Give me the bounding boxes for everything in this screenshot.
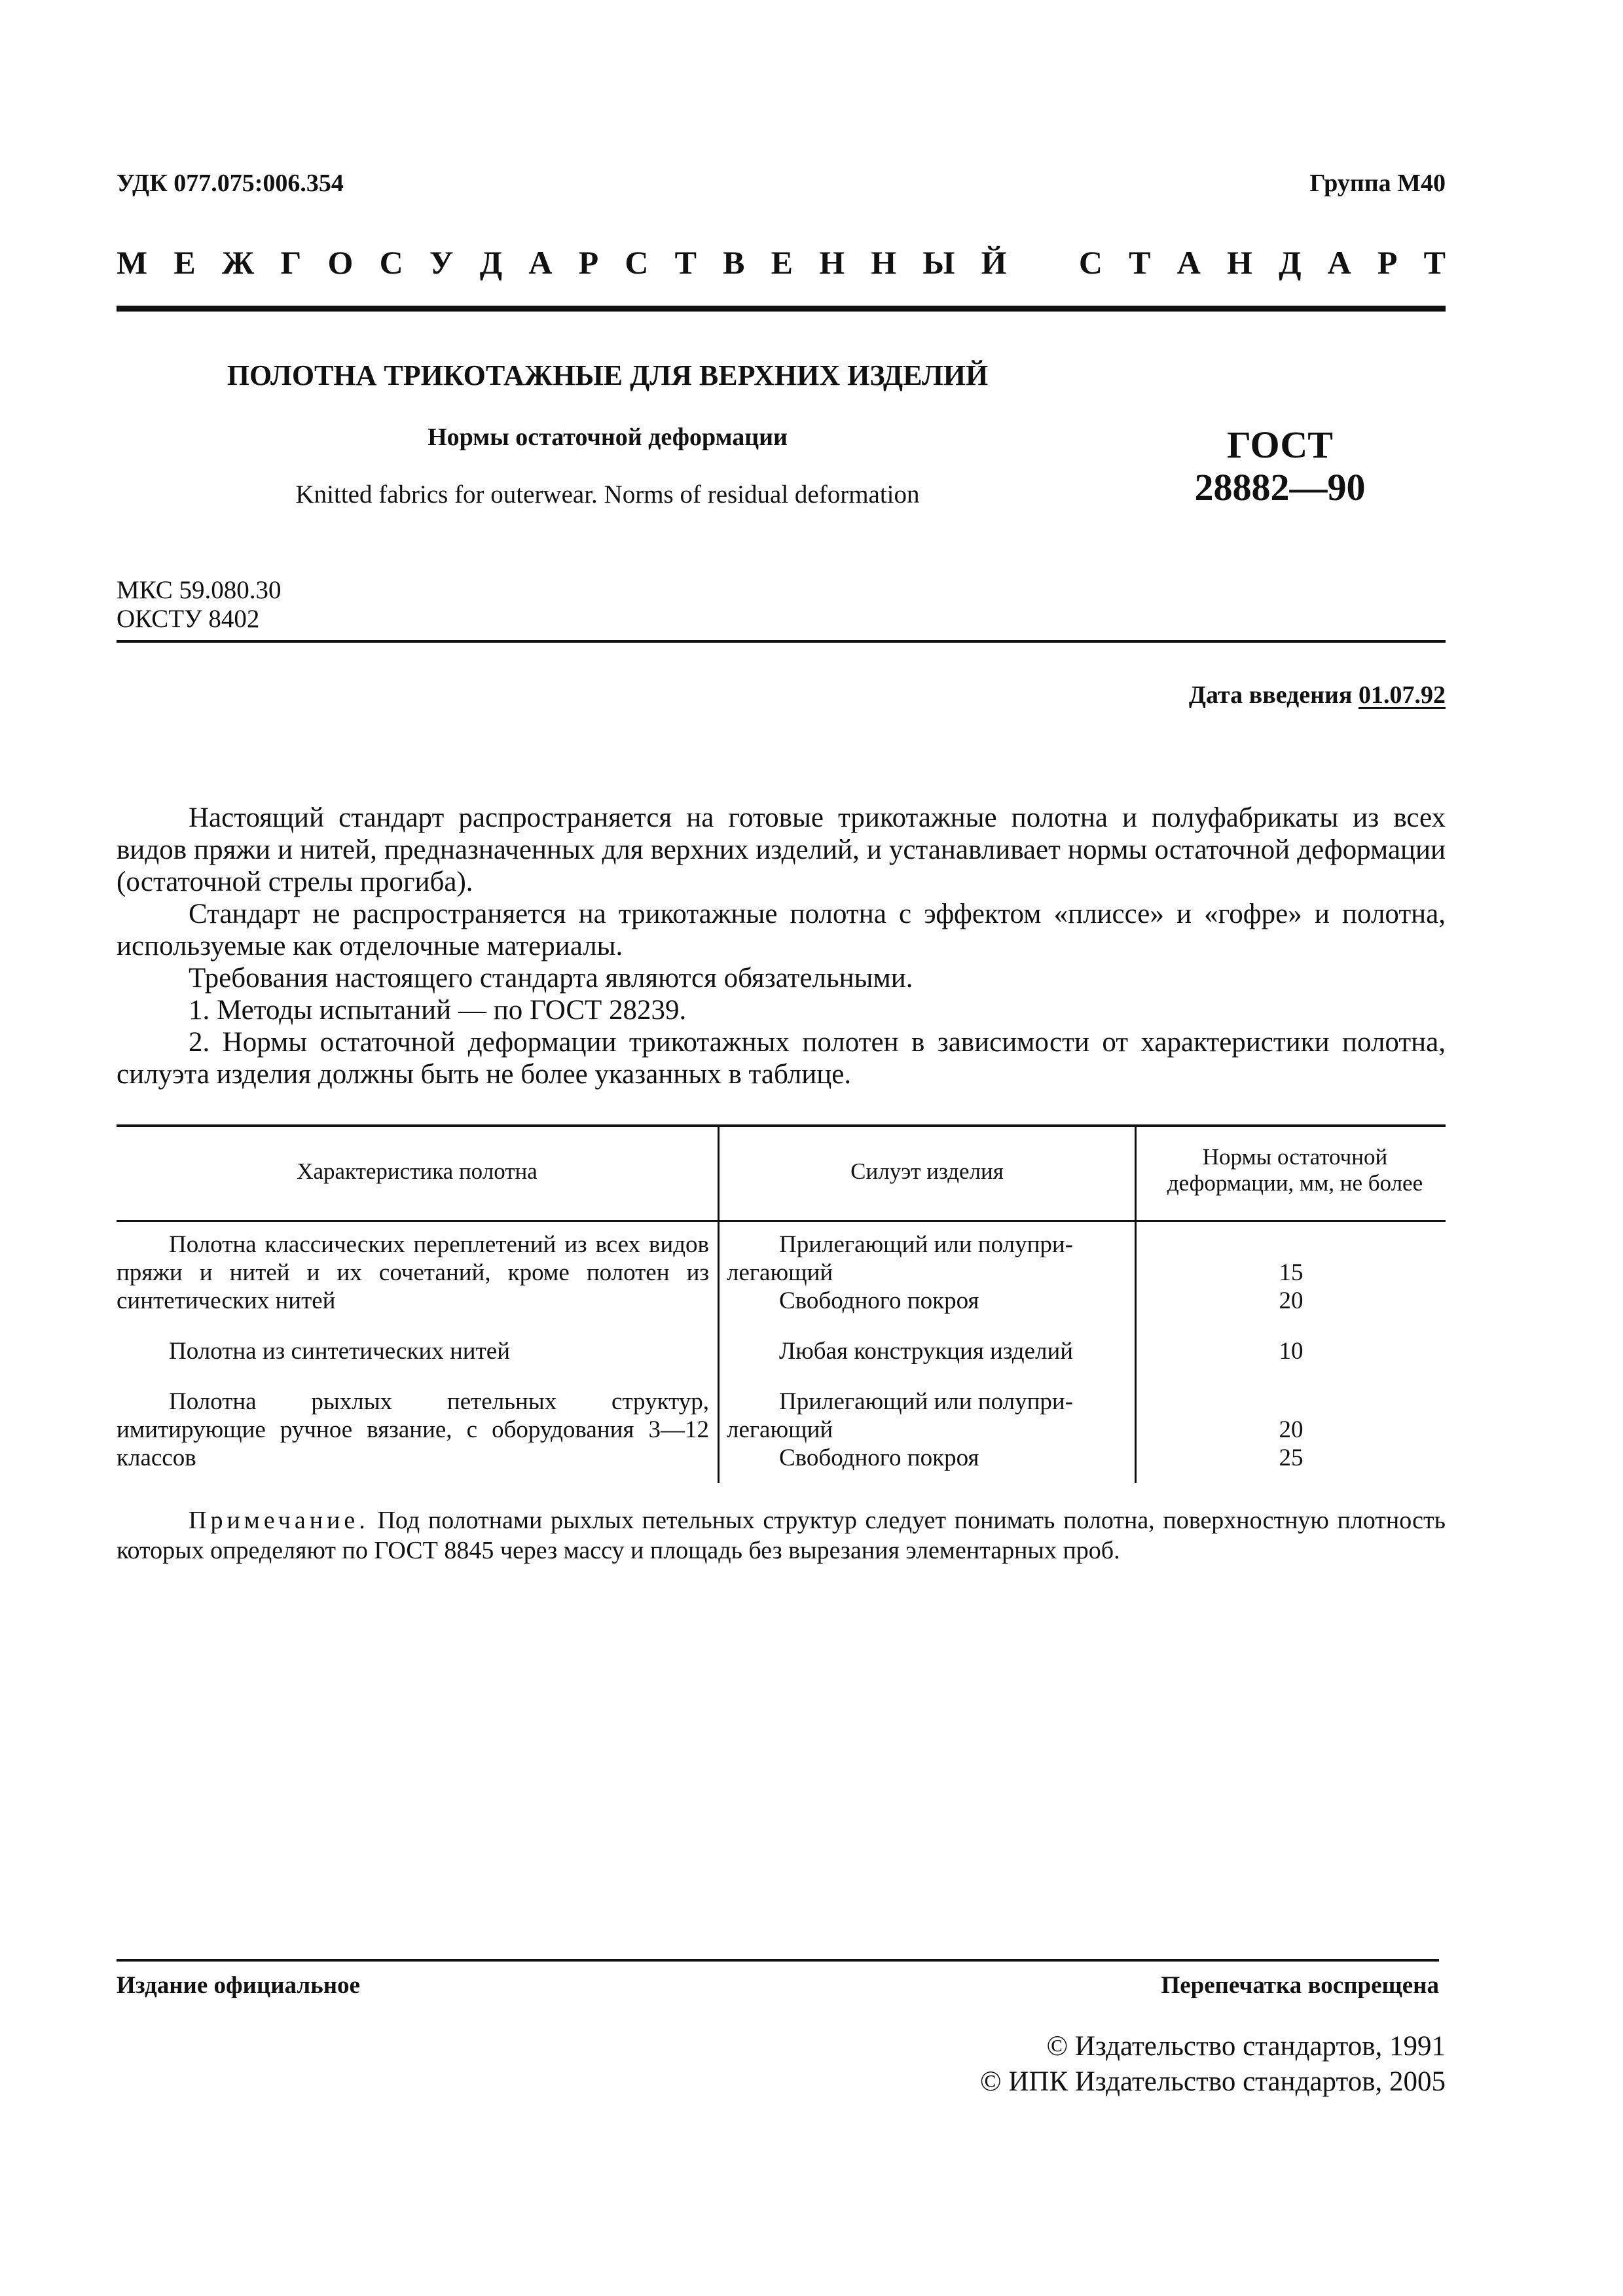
paragraph-scope: Настоящий стандарт распространяется на готовые трикотажные полотна и полуфабрикаты из всех видов пряжи и нитей, предназначенных для верхних изделий, и устанавливает нормы остаточной деформации (остаточной стрелы прогиба). bbox=[117, 802, 1446, 897]
row-characteristic: Полотна из синтетических нитей bbox=[169, 1338, 510, 1365]
note-text: Под полотнами рыхлых петельных структур следует понимать полотна, поверхностную плотность которых определяют по ГОСТ 8845 через массу и площадь без вырезания элементарных проб. bbox=[117, 1507, 1446, 1564]
gost-designation bbox=[1113, 424, 1447, 509]
body-text bbox=[117, 802, 1446, 1090]
row-characteristic: Полотна классических переплетений из всех видов пряжи и нитей и их сочетаний, кроме полотен из синтетических нитей bbox=[117, 1231, 709, 1314]
note-label: Примечание. bbox=[189, 1507, 369, 1534]
copyright-2005: © ИПК Издательство стандартов, 2005 bbox=[979, 2066, 1446, 2097]
gost-number: 28882—90 bbox=[1194, 465, 1366, 509]
document-subtitle: Нормы остаточной деформации bbox=[428, 423, 788, 451]
paragraph-norms: 2. Нормы остаточной деформации трикотажных полотен в зависимости от характеристики полотна, силуэта изделия должны быть не более указанных в таблице. bbox=[117, 1027, 1446, 1090]
document-title: ПОЛОТНА ТРИКОТАЖНЫЕ ДЛЯ ВЕРХНИХ ИЗДЕЛИЙ bbox=[227, 359, 989, 391]
row-norm: 20 25 bbox=[1279, 1416, 1304, 1471]
reprint-notice: Перепечатка воспрещена bbox=[1161, 1972, 1439, 1999]
row-norm: 10 bbox=[1279, 1338, 1304, 1365]
copyright-1991: © Издательство стандартов, 1991 bbox=[1046, 2031, 1446, 2062]
english-title: Knitted fabrics for outerwear. Norms of residual deformation bbox=[295, 480, 920, 509]
norms-table bbox=[117, 1124, 1446, 1491]
date-label: Дата введения bbox=[1188, 681, 1353, 709]
row-norm: 15 20 bbox=[1279, 1259, 1304, 1314]
effective-date bbox=[1189, 681, 1446, 709]
paragraph-methods: 1. Методы испытаний — по ГОСТ 28239. bbox=[189, 995, 687, 1026]
table-note bbox=[117, 1505, 1446, 1566]
header-norm: Нормы остаточной деформации, мм, не более bbox=[1167, 1144, 1423, 1196]
paragraph-mandatory: Требования настоящего стандарта являются обязательными. bbox=[189, 963, 913, 994]
group-code: Группа М40 bbox=[1309, 170, 1446, 197]
udk-code: УДК 077.075:006.354 bbox=[117, 170, 344, 197]
standard-type-heading: М Е Ж Г О С У Д А Р С Т В Е Н Н Ы Й С Т А Н Д А Р Т bbox=[117, 244, 1446, 281]
header-rule bbox=[117, 306, 1446, 312]
copyright-block bbox=[980, 2029, 1446, 2100]
table-header-rule bbox=[117, 1220, 1446, 1222]
table-row bbox=[117, 1388, 709, 1472]
codes-rule bbox=[117, 640, 1446, 643]
row-silhouette: Прилегающий или полупри- легающий Свободного покроя bbox=[727, 1388, 1074, 1471]
row-silhouette: Любая конструкция изделий bbox=[779, 1338, 1074, 1365]
table-row bbox=[117, 1230, 709, 1315]
table-row bbox=[117, 1337, 709, 1365]
row-characteristic: Полотна рыхлых петельных структур, имитирующие ручное вязание, с оборудования 3—12 классов bbox=[117, 1388, 709, 1471]
mks-code: МКС 59.080.30 bbox=[117, 576, 282, 604]
paragraph-exclusion: Стандарт не распространяется на трикотажные полотна с эффектом «плиссе» и «гофре» и полотна, используемые как отделочные материалы. bbox=[117, 899, 1446, 961]
okstu-code: ОКСТУ 8402 bbox=[117, 605, 260, 634]
edition-label: Издание официальное bbox=[117, 1972, 360, 1999]
footer-rule bbox=[117, 1959, 1439, 1962]
table-top-rule bbox=[117, 1124, 1446, 1127]
header-silhouette: Силуэт изделия bbox=[850, 1158, 1004, 1184]
header-characteristic: Характеристика полотна bbox=[297, 1158, 538, 1184]
classification-codes bbox=[117, 576, 281, 634]
gost-label: ГОСТ bbox=[1227, 423, 1333, 466]
row-silhouette: Прилегающий или полупри- легающий Свободного покроя bbox=[727, 1231, 1074, 1314]
date-value: 01.07.92 bbox=[1359, 681, 1446, 709]
